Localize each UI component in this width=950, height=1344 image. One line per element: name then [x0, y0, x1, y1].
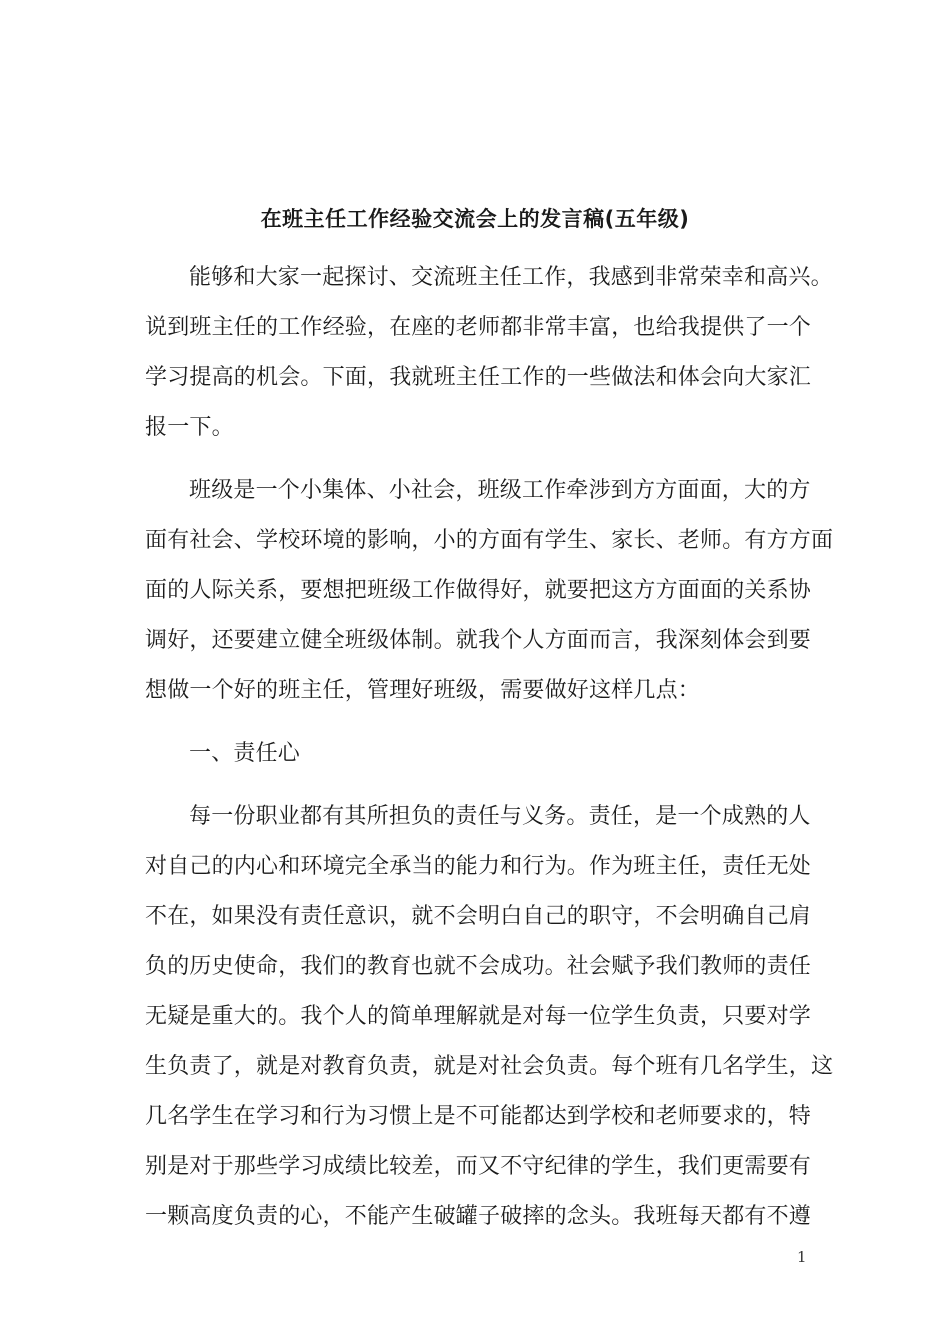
document-title: 在班主任工作经验交流会上的发言稿(五年级): [260, 207, 690, 231]
text-line: 负的历史使命，我们的教育也就不会成功。社会赋予我们教师的责任: [145, 954, 812, 979]
text-line: 调好，还要建立健全班级体制。就我个人方面而言，我深刻体会到要: [145, 628, 812, 653]
paragraph-intro: [145, 253, 833, 453]
text-line: 生负责了，就是对教育负责，就是对社会负责。每个班有几名学生，这: [145, 1054, 834, 1079]
text-line: 想做一个好的班主任，管理好班级，需要做好这样几点：: [145, 678, 701, 703]
text-line: 学习提高的机会。下面，我就班主任工作的一些做法和体会向大家汇: [145, 365, 812, 390]
section-heading: 一、责任心: [189, 741, 301, 766]
text-line: 几名学生在学习和行为习惯上是不可能都达到学校和老师要求的，特: [145, 1104, 812, 1129]
page-number: 1: [797, 1248, 807, 1266]
text-line: 报一下。: [145, 415, 234, 440]
section-heading-responsibility: [145, 729, 817, 779]
text-line: 别是对于那些学习成绩比较差，而又不守纪律的学生，我们更需要有: [145, 1154, 812, 1179]
text-line: 说到班主任的工作经验，在座的老师都非常丰富，也给我提供了一个: [145, 315, 812, 340]
text-line: 对自己的内心和环境完全承当的能力和行为。作为班主任，责任无处: [145, 854, 812, 879]
paragraph-responsibility: [145, 792, 834, 1242]
text-line: 无疑是重大的。我个人的简单理解就是对每一位学生负责，只要对学: [145, 1004, 812, 1029]
text-line: 面的人际关系，要想把班级工作做得好，就要把这方方面面的关系协: [145, 578, 812, 603]
document-body: [145, 253, 834, 1255]
text-line: 一颗高度负责的心，不能产生破罐子破摔的念头。我班每天都有不遵: [145, 1204, 812, 1229]
text-line: 每一份职业都有其所担负的责任与义务。责任，是一个成熟的人: [189, 804, 811, 829]
text-line: 能够和大家一起探讨、交流班主任工作，我感到非常荣幸和高兴。: [189, 265, 833, 290]
text-line: 面有社会、学校环境的影响，小的方面有学生、家长、老师。有方方面: [145, 528, 834, 553]
paragraph-class-overview: [145, 466, 834, 716]
text-line: 班级是一个小集体、小社会，班级工作牵涉到方方面面，大的方: [189, 478, 811, 503]
text-line: 不在，如果没有责任意识，就不会明白自己的职守，不会明确自己肩: [145, 904, 812, 929]
